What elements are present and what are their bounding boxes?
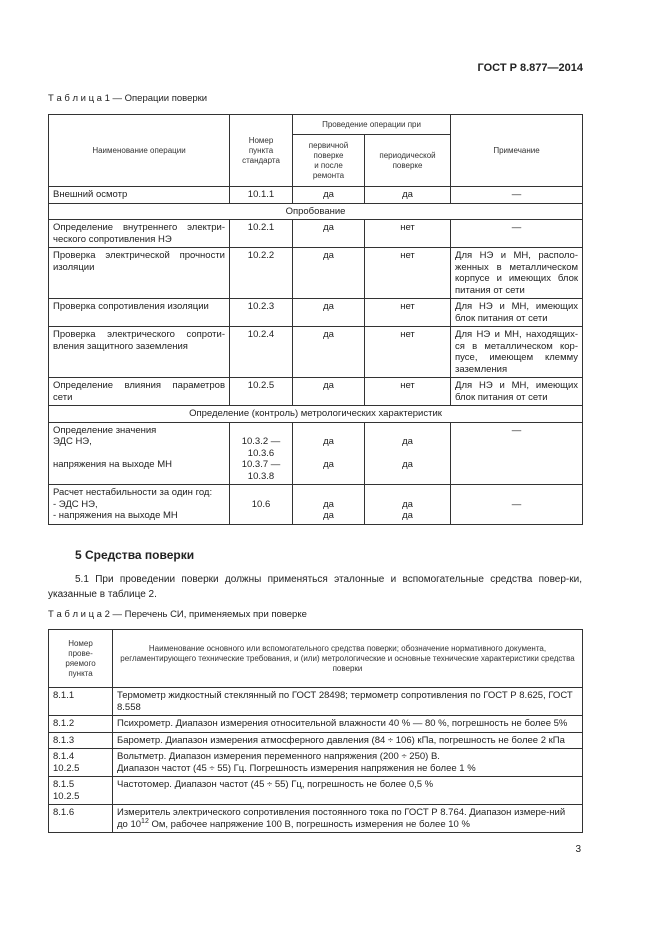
cell-text-part: Измеритель электрического сопротивления постоянного тока по ГОСТ Р 8.764. Диапазон измере-ний до 10 (117, 807, 566, 830)
cell-first: да да (293, 422, 365, 485)
cell-note: Для НЭ и МН, находящих-ся в металлическом кор-пусе, имеющем клемму заземления (451, 327, 583, 378)
col-header-num: Номер прове- ряемого пункта (49, 630, 113, 688)
cell-periodic: нет (365, 220, 451, 248)
table-row (49, 299, 583, 327)
table-row (49, 248, 583, 299)
cell-first: да (293, 220, 365, 248)
cell-text: Барометр. Диапазон измерения атмосферного давления (84 ÷ 106) кПа, погрешность не более 2 кПа (113, 732, 583, 749)
cell-periodic: да да (365, 422, 451, 485)
table-row (49, 485, 583, 525)
cell-name: Внешний осмотр (49, 187, 230, 204)
cell-item: 10.2.5 (230, 378, 293, 406)
cell-num: 8.1.6 (49, 805, 113, 833)
cell-name: Определение внутреннего электри-ческого сопротивления НЭ (49, 220, 230, 248)
cell-first: да (293, 187, 365, 204)
cell-first: да (293, 378, 365, 406)
cell-periodic: нет (365, 327, 451, 378)
cell-name: Проверка сопротивления изоляции (49, 299, 230, 327)
operations-table (48, 114, 583, 525)
cell-name: Определение значения ЭДС НЭ, напряжения на выходе МН (49, 422, 230, 485)
cell-item: 10.2.1 (230, 220, 293, 248)
cell-item: 10.2.3 (230, 299, 293, 327)
table-row (49, 749, 583, 777)
cell-name: Расчет нестабильности за один год: - ЭДС НЭ, - напряжения на выходе МН (49, 485, 230, 525)
section-row: Опробование (49, 203, 583, 220)
cell-note: Для НЭ и МН, имеющих блок питания от сети (451, 299, 583, 327)
cell-num: 8.1.1 (49, 688, 113, 716)
col-header-name: Наименование операции (49, 115, 230, 187)
col-header-periodic: периодической поверке (365, 135, 451, 187)
cell-note: Для НЭ и МН, располо-женных в металлическом корпусе и имеющих блок питания от сети (451, 248, 583, 299)
cell-text (113, 805, 583, 833)
col-header-group: Проведение операции при (293, 115, 451, 135)
col-header-first: первичной поверке и после ремонта (293, 135, 365, 187)
cell-item: 10.3.2 — 10.3.6 10.3.7 — 10.3.8 (230, 422, 293, 485)
cell-num: 8.1.2 (49, 716, 113, 733)
cell-name: Проверка электрического сопроти-вления защитного заземления (49, 327, 230, 378)
table-row (49, 716, 583, 733)
superscript: 12 (141, 817, 149, 825)
cell-item: 10.2.4 (230, 327, 293, 378)
table2-caption: Т а б л и ц а 2 — Перечень СИ, применяемых при поверке (48, 609, 307, 620)
cell-text-part: Ом, рабочее напряжение 100 В, погрешность измерения не более 10 % (148, 818, 470, 830)
table-row (49, 805, 583, 833)
table-row (49, 777, 583, 805)
table-row (49, 187, 583, 204)
cell-name: Проверка электрической прочности изоляции (49, 248, 230, 299)
cell-num: 8.1.3 (49, 732, 113, 749)
cell-item: 10.2.2 (230, 248, 293, 299)
section-paragraph: 5.1 При проведении поверки должны применяться эталонные и вспомогательные средства повер-ки, указанные в таблице 2. (48, 574, 582, 600)
table-row (49, 732, 583, 749)
cell-item: 10.6 (230, 485, 293, 525)
table1-caption: Т а б л и ц а 1 — Операции поверки (48, 93, 208, 104)
document-header: ГОСТ Р 8.877—2014 (477, 62, 583, 74)
cell-note: Для НЭ и МН, имеющих блок питания от сети (451, 378, 583, 406)
cell-first: да (293, 327, 365, 378)
cell-num: 8.1.5 10.2.5 (49, 777, 113, 805)
cell-name: Определение влияния параметров сети (49, 378, 230, 406)
section-row: Определение (контроль) метрологических характеристик (49, 406, 583, 423)
cell-text: Термометр жидкостный стеклянный по ГОСТ 28498; термометр сопротивления по ГОСТ Р 8.625, ГОСТ 8.558 (113, 688, 583, 716)
cell-num: 8.1.4 10.2.5 (49, 749, 113, 777)
cell-note: — (451, 422, 583, 485)
instruments-table (48, 629, 583, 833)
cell-first: да (293, 248, 365, 299)
cell-periodic: нет (365, 299, 451, 327)
cell-periodic: да (365, 187, 451, 204)
cell-first: да да (293, 485, 365, 525)
section-title: 5 Средства поверки (75, 548, 195, 562)
cell-note: — (451, 220, 583, 248)
table-row (49, 220, 583, 248)
cell-text: Частотомер. Диапазон частот (45 ÷ 55) Гц, погрешность не более 0,5 % (113, 777, 583, 805)
cell-item: 10.1.1 (230, 187, 293, 204)
cell-first: да (293, 299, 365, 327)
cell-text: Вольтметр. Диапазон измерения переменного напряжения (200 ÷ 250) В. Диапазон частот (45 ÷ 55) Гц. Погрешность измерения напряжения не более 1 % (113, 749, 583, 777)
table-row (49, 422, 583, 485)
col-header-note: Примечание (451, 115, 583, 187)
cell-note: — (451, 485, 583, 525)
table-row (49, 378, 583, 406)
cell-periodic: нет (365, 378, 451, 406)
cell-periodic: нет (365, 248, 451, 299)
cell-periodic: да да (365, 485, 451, 525)
col-header-instrument: Наименование основного или вспомогательного средства поверки; обозначение нормативного документа, регламентирующего технические требования, и (или) метрологические и основные технические характеристики средства поверки (113, 630, 583, 688)
cell-note: — (451, 187, 583, 204)
page-number: 3 (575, 844, 581, 855)
cell-text: Психрометр. Диапазон измерения относительной влажности 40 % — 80 %, погрешность не более 5% (113, 716, 583, 733)
col-header-item: Номер пункта стандарта (230, 115, 293, 187)
table-row (49, 688, 583, 716)
table-row (49, 327, 583, 378)
